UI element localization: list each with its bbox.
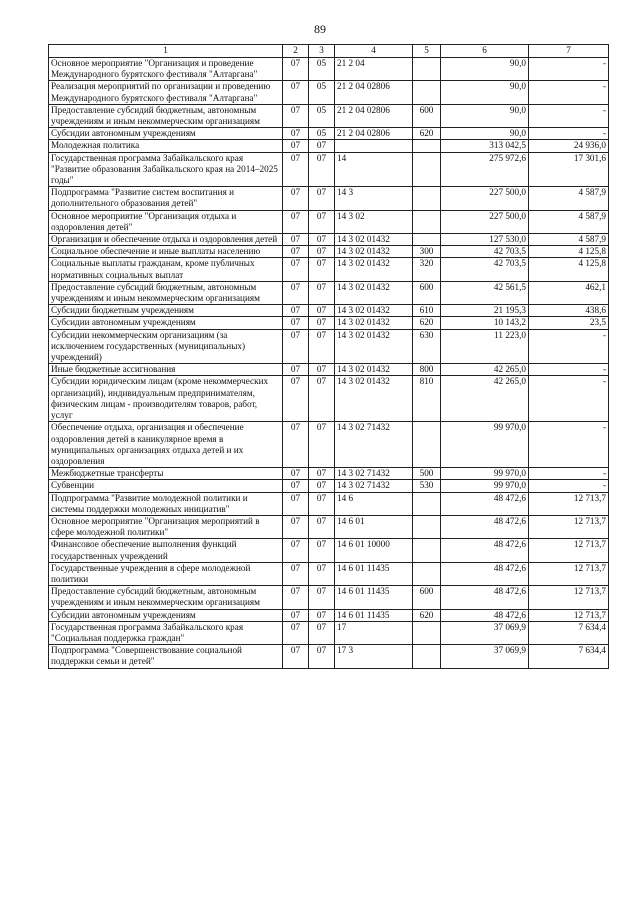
- target-article-code: 14 3 02 01432: [335, 258, 413, 281]
- expense-type-code: 620: [413, 128, 441, 140]
- table-row: [49, 104, 609, 127]
- subsection-code: 05: [309, 58, 335, 81]
- subsection-code: 07: [309, 586, 335, 609]
- section-code: 07: [283, 468, 309, 480]
- row-name: Межбюджетные трансферты: [49, 468, 283, 480]
- section-code: 07: [283, 645, 309, 668]
- expense-type-code: [413, 58, 441, 81]
- section-code: 07: [283, 317, 309, 329]
- section-code: 07: [283, 281, 309, 304]
- expense-type-code: 600: [413, 586, 441, 609]
- subsection-code: 07: [309, 234, 335, 246]
- row-name: Подпрограмма "Совершенствование социальной поддержки семьи и детей": [49, 645, 283, 668]
- table-row: [49, 58, 609, 81]
- expense-type-code: 500: [413, 468, 441, 480]
- row-name: Государственная программа Забайкальского края "Развитие образования Забайкальского края на 2014–2025 годы": [49, 152, 283, 187]
- section-code: 07: [283, 480, 309, 492]
- table-body: [49, 58, 609, 669]
- expense-type-code: 810: [413, 376, 441, 422]
- table-row: [49, 468, 609, 480]
- subsection-code: 07: [309, 329, 335, 364]
- amount-total: 42 265,0: [441, 376, 529, 422]
- target-article-code: 14 3 02 01432: [335, 246, 413, 258]
- subsection-code: 07: [309, 562, 335, 585]
- section-code: 07: [283, 140, 309, 152]
- table-row: [49, 305, 609, 317]
- target-article-code: 21 2 04: [335, 58, 413, 81]
- table-row: [49, 234, 609, 246]
- target-article-code: 14 3 02 71432: [335, 468, 413, 480]
- subsection-code: 07: [309, 210, 335, 233]
- row-name: Субвенции: [49, 480, 283, 492]
- expense-type-code: 300: [413, 246, 441, 258]
- expense-type-code: [413, 539, 441, 562]
- section-code: 07: [283, 258, 309, 281]
- amount-total: 42 265,0: [441, 364, 529, 376]
- column-header: 3: [309, 45, 335, 58]
- amount-total: 37 069,9: [441, 645, 529, 668]
- subsection-code: 07: [309, 468, 335, 480]
- expense-type-code: [413, 621, 441, 644]
- amount-federal: 4 587,9: [529, 210, 609, 233]
- expense-type-code: 800: [413, 364, 441, 376]
- expense-type-code: 320: [413, 258, 441, 281]
- section-code: 07: [283, 364, 309, 376]
- subsection-code: 07: [309, 621, 335, 644]
- target-article-code: 14 3 02 01432: [335, 329, 413, 364]
- target-article-code: 14 6 01 11435: [335, 609, 413, 621]
- row-name: Предоставление субсидий бюджетным, автономным учреждениям и иным некоммерческим организациям: [49, 281, 283, 304]
- amount-federal: -: [529, 422, 609, 468]
- section-code: 07: [283, 562, 309, 585]
- table-row: [49, 364, 609, 376]
- table-row: [49, 128, 609, 140]
- row-name: Субсидии некоммерческим организациям (за исключением государственных (муниципальных) учреждений): [49, 329, 283, 364]
- row-name: Основное мероприятие "Организация и проведение Международного бурятского фестиваля "Алтаргана": [49, 58, 283, 81]
- target-article-code: 21 2 04 02806: [335, 104, 413, 127]
- expense-type-code: [413, 645, 441, 668]
- subsection-code: 07: [309, 305, 335, 317]
- subsection-code: 05: [309, 81, 335, 104]
- target-article-code: 14 6 01 11435: [335, 586, 413, 609]
- table-row: [49, 140, 609, 152]
- section-code: 07: [283, 58, 309, 81]
- section-code: 07: [283, 210, 309, 233]
- target-article-code: 14 6 01 11435: [335, 562, 413, 585]
- row-name: Предоставление субсидий бюджетным, автономным учреждениям и иным некоммерческим организациям: [49, 104, 283, 127]
- amount-total: 99 970,0: [441, 422, 529, 468]
- table-row: [49, 586, 609, 609]
- row-name: Организация и обеспечение отдыха и оздоровления детей: [49, 234, 283, 246]
- row-name: Подпрограмма "Развитие молодежной политики и системы поддержки молодежных инициатив": [49, 492, 283, 515]
- amount-federal: -: [529, 364, 609, 376]
- subsection-code: 07: [309, 187, 335, 210]
- subsection-code: 07: [309, 317, 335, 329]
- table-row: [49, 81, 609, 104]
- amount-total: 90,0: [441, 58, 529, 81]
- expense-type-code: 620: [413, 609, 441, 621]
- section-code: 07: [283, 492, 309, 515]
- table-row: [49, 258, 609, 281]
- amount-total: 42 703,5: [441, 246, 529, 258]
- row-name: Финансовое обеспечение выполнения функций государственных учреждений: [49, 539, 283, 562]
- section-code: 07: [283, 422, 309, 468]
- amount-total: 275 972,6: [441, 152, 529, 187]
- target-article-code: 21 2 04 02806: [335, 128, 413, 140]
- section-code: 07: [283, 621, 309, 644]
- subsection-code: 07: [309, 480, 335, 492]
- target-article-code: 14 3 02 71432: [335, 480, 413, 492]
- target-article-code: 14 3 02 01432: [335, 305, 413, 317]
- section-code: 07: [283, 539, 309, 562]
- row-name: Подпрограмма "Развитие систем воспитания и дополнительного образования детей": [49, 187, 283, 210]
- amount-total: 90,0: [441, 81, 529, 104]
- expense-type-code: [413, 140, 441, 152]
- target-article-code: 21 2 04 02806: [335, 81, 413, 104]
- amount-federal: 12 713,7: [529, 492, 609, 515]
- table-row: [49, 645, 609, 668]
- expense-type-code: [413, 81, 441, 104]
- amount-federal: -: [529, 81, 609, 104]
- table-row: [49, 480, 609, 492]
- subsection-code: 07: [309, 515, 335, 538]
- subsection-code: 07: [309, 281, 335, 304]
- amount-federal: 12 713,7: [529, 609, 609, 621]
- subsection-code: 07: [309, 376, 335, 422]
- expense-type-code: 620: [413, 317, 441, 329]
- amount-federal: -: [529, 329, 609, 364]
- amount-total: 227 500,0: [441, 187, 529, 210]
- amount-total: 48 472,6: [441, 562, 529, 585]
- subsection-code: 07: [309, 152, 335, 187]
- amount-total: 48 472,6: [441, 492, 529, 515]
- amount-federal: -: [529, 468, 609, 480]
- page-number: 89: [314, 22, 326, 36]
- amount-federal: 4 587,9: [529, 187, 609, 210]
- table-row: [49, 562, 609, 585]
- expense-type-code: [413, 210, 441, 233]
- section-code: 07: [283, 234, 309, 246]
- section-code: 07: [283, 329, 309, 364]
- expense-type-code: 630: [413, 329, 441, 364]
- target-article-code: 14 3 02 01432: [335, 281, 413, 304]
- table-row: [49, 609, 609, 621]
- row-name: Государственная программа Забайкальского края "Социальная поддержка граждан": [49, 621, 283, 644]
- amount-federal: 12 713,7: [529, 539, 609, 562]
- row-name: Основное мероприятие "Организация мероприятий в сфере молодежной политики": [49, 515, 283, 538]
- amount-federal: -: [529, 376, 609, 422]
- table-row: [49, 515, 609, 538]
- row-name: Иные бюджетные ассигнования: [49, 364, 283, 376]
- amount-federal: -: [529, 58, 609, 81]
- table-row: [49, 539, 609, 562]
- section-code: 07: [283, 104, 309, 127]
- amount-total: 11 223,0: [441, 329, 529, 364]
- table-row: [49, 210, 609, 233]
- expense-type-code: [413, 562, 441, 585]
- amount-total: 37 069,9: [441, 621, 529, 644]
- table-row: [49, 246, 609, 258]
- row-name: Государственные учреждения в сфере молодежной политики: [49, 562, 283, 585]
- target-article-code: 14 3 02 01432: [335, 317, 413, 329]
- section-code: 07: [283, 128, 309, 140]
- amount-federal: 17 301,6: [529, 152, 609, 187]
- row-name: Социальные выплаты гражданам, кроме публичных нормативных социальных выплат: [49, 258, 283, 281]
- target-article-code: 14 6: [335, 492, 413, 515]
- subsection-code: 07: [309, 422, 335, 468]
- section-code: 07: [283, 246, 309, 258]
- section-code: 07: [283, 152, 309, 187]
- amount-total: 42 561,5: [441, 281, 529, 304]
- row-name: Субсидии бюджетным учреждениям: [49, 305, 283, 317]
- table-header-row: [49, 45, 609, 58]
- expense-type-code: 600: [413, 104, 441, 127]
- expense-type-code: 530: [413, 480, 441, 492]
- table-row: [49, 187, 609, 210]
- target-article-code: 14 3 02 71432: [335, 422, 413, 468]
- target-article-code: 17 3: [335, 645, 413, 668]
- column-header: 4: [335, 45, 413, 58]
- table-row: [49, 422, 609, 468]
- section-code: 07: [283, 586, 309, 609]
- amount-total: 48 472,6: [441, 586, 529, 609]
- column-header: 1: [49, 45, 283, 58]
- budget-table: [48, 44, 609, 669]
- subsection-code: 05: [309, 128, 335, 140]
- row-name: Социальное обеспечение и иные выплаты населению: [49, 246, 283, 258]
- amount-total: 127 530,0: [441, 234, 529, 246]
- expense-type-code: [413, 515, 441, 538]
- target-article-code: 14 3: [335, 187, 413, 210]
- subsection-code: 07: [309, 246, 335, 258]
- table-row: [49, 376, 609, 422]
- section-code: 07: [283, 81, 309, 104]
- section-code: 07: [283, 376, 309, 422]
- row-name: Субсидии автономным учреждениям: [49, 317, 283, 329]
- amount-total: 313 042,5: [441, 140, 529, 152]
- section-code: 07: [283, 515, 309, 538]
- column-header: 7: [529, 45, 609, 58]
- table-row: [49, 152, 609, 187]
- amount-federal: 4 125,8: [529, 258, 609, 281]
- subsection-code: 05: [309, 104, 335, 127]
- row-name: Субсидии автономным учреждениям: [49, 609, 283, 621]
- target-article-code: 14: [335, 152, 413, 187]
- target-article-code: 14 3 02 01432: [335, 364, 413, 376]
- target-article-code: 14 3 02: [335, 210, 413, 233]
- amount-federal: 7 634,4: [529, 645, 609, 668]
- table-row: [49, 281, 609, 304]
- row-name: Основное мероприятие "Организация отдыха и оздоровления детей": [49, 210, 283, 233]
- amount-total: 21 195,3: [441, 305, 529, 317]
- amount-total: 99 970,0: [441, 468, 529, 480]
- row-name: Реализация мероприятий по организации и проведению Международного бурятского фестиваля "Алтаргана": [49, 81, 283, 104]
- target-article-code: 14 3 02 01432: [335, 234, 413, 246]
- expense-type-code: [413, 492, 441, 515]
- section-code: 07: [283, 305, 309, 317]
- amount-federal: -: [529, 104, 609, 127]
- amount-total: 227 500,0: [441, 210, 529, 233]
- amount-federal: 4 587,9: [529, 234, 609, 246]
- target-article-code: 17: [335, 621, 413, 644]
- amount-federal: 438,6: [529, 305, 609, 317]
- column-header: 5: [413, 45, 441, 58]
- expense-type-code: [413, 234, 441, 246]
- row-name: Обеспечение отдыха, организация и обеспечение оздоровления детей в каникулярное время в муниципальных организациях отдыха детей и их оздоровления: [49, 422, 283, 468]
- amount-federal: -: [529, 480, 609, 492]
- amount-federal: 462,1: [529, 281, 609, 304]
- row-name: Предоставление субсидий бюджетным, автономным учреждениям и иным некоммерческим организациям: [49, 586, 283, 609]
- subsection-code: 07: [309, 609, 335, 621]
- table-row: [49, 317, 609, 329]
- target-article-code: 14 6 01: [335, 515, 413, 538]
- target-article-code: 14 6 01 10000: [335, 539, 413, 562]
- amount-total: 42 703,5: [441, 258, 529, 281]
- target-article-code: [335, 140, 413, 152]
- subsection-code: 07: [309, 492, 335, 515]
- subsection-code: 07: [309, 645, 335, 668]
- amount-federal: 24 936,0: [529, 140, 609, 152]
- amount-federal: 12 713,7: [529, 515, 609, 538]
- amount-federal: 23,5: [529, 317, 609, 329]
- amount-total: 48 472,6: [441, 539, 529, 562]
- subsection-code: 07: [309, 539, 335, 562]
- subsection-code: 07: [309, 140, 335, 152]
- expense-type-code: 600: [413, 281, 441, 304]
- row-name: Молодежная политика: [49, 140, 283, 152]
- row-name: Субсидии автономным учреждениям: [49, 128, 283, 140]
- amount-total: 10 143,2: [441, 317, 529, 329]
- expense-type-code: [413, 152, 441, 187]
- amount-federal: 7 634,4: [529, 621, 609, 644]
- row-name: Субсидии юридическим лицам (кроме некоммерческих организаций), индивидуальным предпринимателям, физическим лицам - производителям товаров, работ, услуг: [49, 376, 283, 422]
- amount-federal: 12 713,7: [529, 586, 609, 609]
- expense-type-code: [413, 422, 441, 468]
- subsection-code: 07: [309, 258, 335, 281]
- amount-total: 90,0: [441, 104, 529, 127]
- table-row: [49, 621, 609, 644]
- amount-total: 48 472,6: [441, 515, 529, 538]
- column-header: 6: [441, 45, 529, 58]
- amount-federal: 4 125,8: [529, 246, 609, 258]
- column-header: 2: [283, 45, 309, 58]
- amount-total: 99 970,0: [441, 480, 529, 492]
- section-code: 07: [283, 609, 309, 621]
- amount-federal: -: [529, 128, 609, 140]
- amount-total: 90,0: [441, 128, 529, 140]
- expense-type-code: 610: [413, 305, 441, 317]
- table-row: [49, 329, 609, 364]
- amount-total: 48 472,6: [441, 609, 529, 621]
- section-code: 07: [283, 187, 309, 210]
- expense-type-code: [413, 187, 441, 210]
- table-row: [49, 492, 609, 515]
- amount-federal: 12 713,7: [529, 562, 609, 585]
- subsection-code: 07: [309, 364, 335, 376]
- target-article-code: 14 3 02 01432: [335, 376, 413, 422]
